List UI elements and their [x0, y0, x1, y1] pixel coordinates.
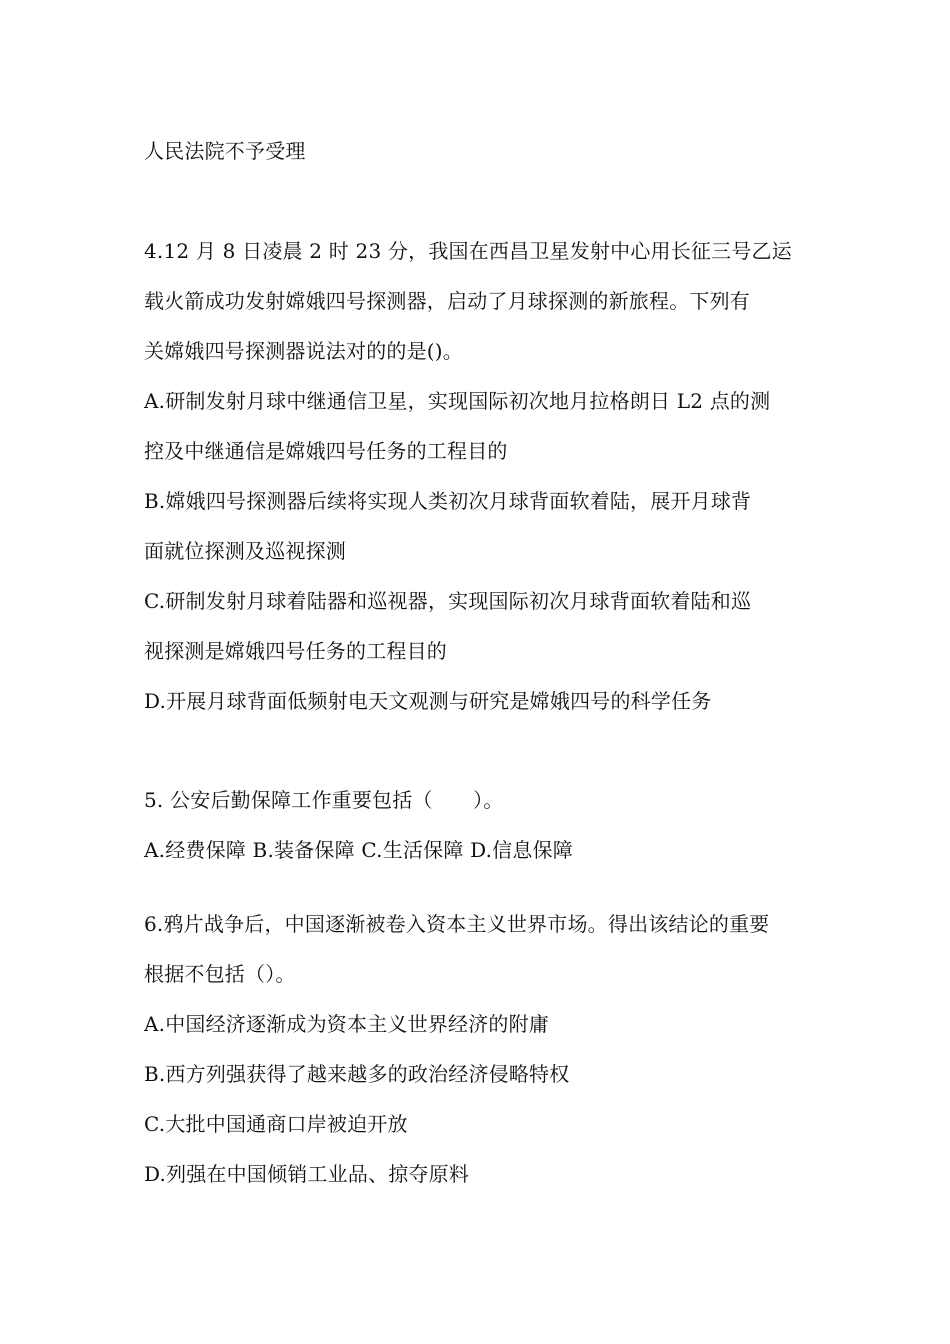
q4-option-c-line-1: C.研制发射月球着陆器和巡视器，实现国际初次月球背面软着陆和巡	[144, 589, 752, 613]
intro-line: 人民法院不予受理	[144, 139, 306, 163]
q6-option-d: D.列强在中国倾销工业品、掠夺原料	[144, 1162, 470, 1186]
q5-stem: 5. 公安后勤保障工作重要包括（ ）。	[144, 788, 504, 812]
q4-option-b-line-2: 面就位探测及巡视探测	[144, 539, 346, 563]
q5-options: A.经费保障 B.装备保障 C.生活保障 D.信息保障	[144, 838, 573, 862]
q4-stem-line-3: 关嫦娥四号探测器说法对的的是()。	[144, 339, 464, 363]
q4-option-c-line-2: 视探测是嫦娥四号任务的工程目的	[144, 639, 447, 663]
q4-option-d-line-1: D.开展月球背面低频射电天文观测与研究是嫦娥四号的科学任务	[144, 689, 712, 713]
q4-option-a-line-1: A.研制发射月球中继通信卫星，实现国际初次地月拉格朗日 L2 点的测	[144, 389, 771, 413]
q4-option-b-line-1: B.嫦娥四号探测器后续将实现人类初次月球背面软着陆，展开月球背	[144, 489, 752, 513]
q6-option-c: C.大批中国通商口岸被迫开放	[144, 1112, 408, 1136]
q6-option-b: B.西方列强获得了越来越多的政治经济侵略特权	[144, 1062, 570, 1086]
q4-stem-line-2: 载火箭成功发射嫦娥四号探测器，启动了月球探测的新旅程。下列有	[144, 289, 750, 313]
q6-stem-line-2: 根据不包括（）。	[144, 962, 296, 986]
q4-stem-line-1: 4.12 月 8 日凌晨 2 时 23 分，我国在西昌卫星发射中心用长征三号乙运	[144, 239, 792, 263]
q4-option-a-line-2: 控及中继通信是嫦娥四号任务的工程目的	[144, 439, 508, 463]
q6-stem-line-1: 6.鸦片战争后，中国逐渐被卷入资本主义世界市场。得出该结论的重要	[144, 912, 770, 936]
q6-option-a: A.中国经济逐渐成为资本主义世界经济的附庸	[144, 1012, 550, 1036]
